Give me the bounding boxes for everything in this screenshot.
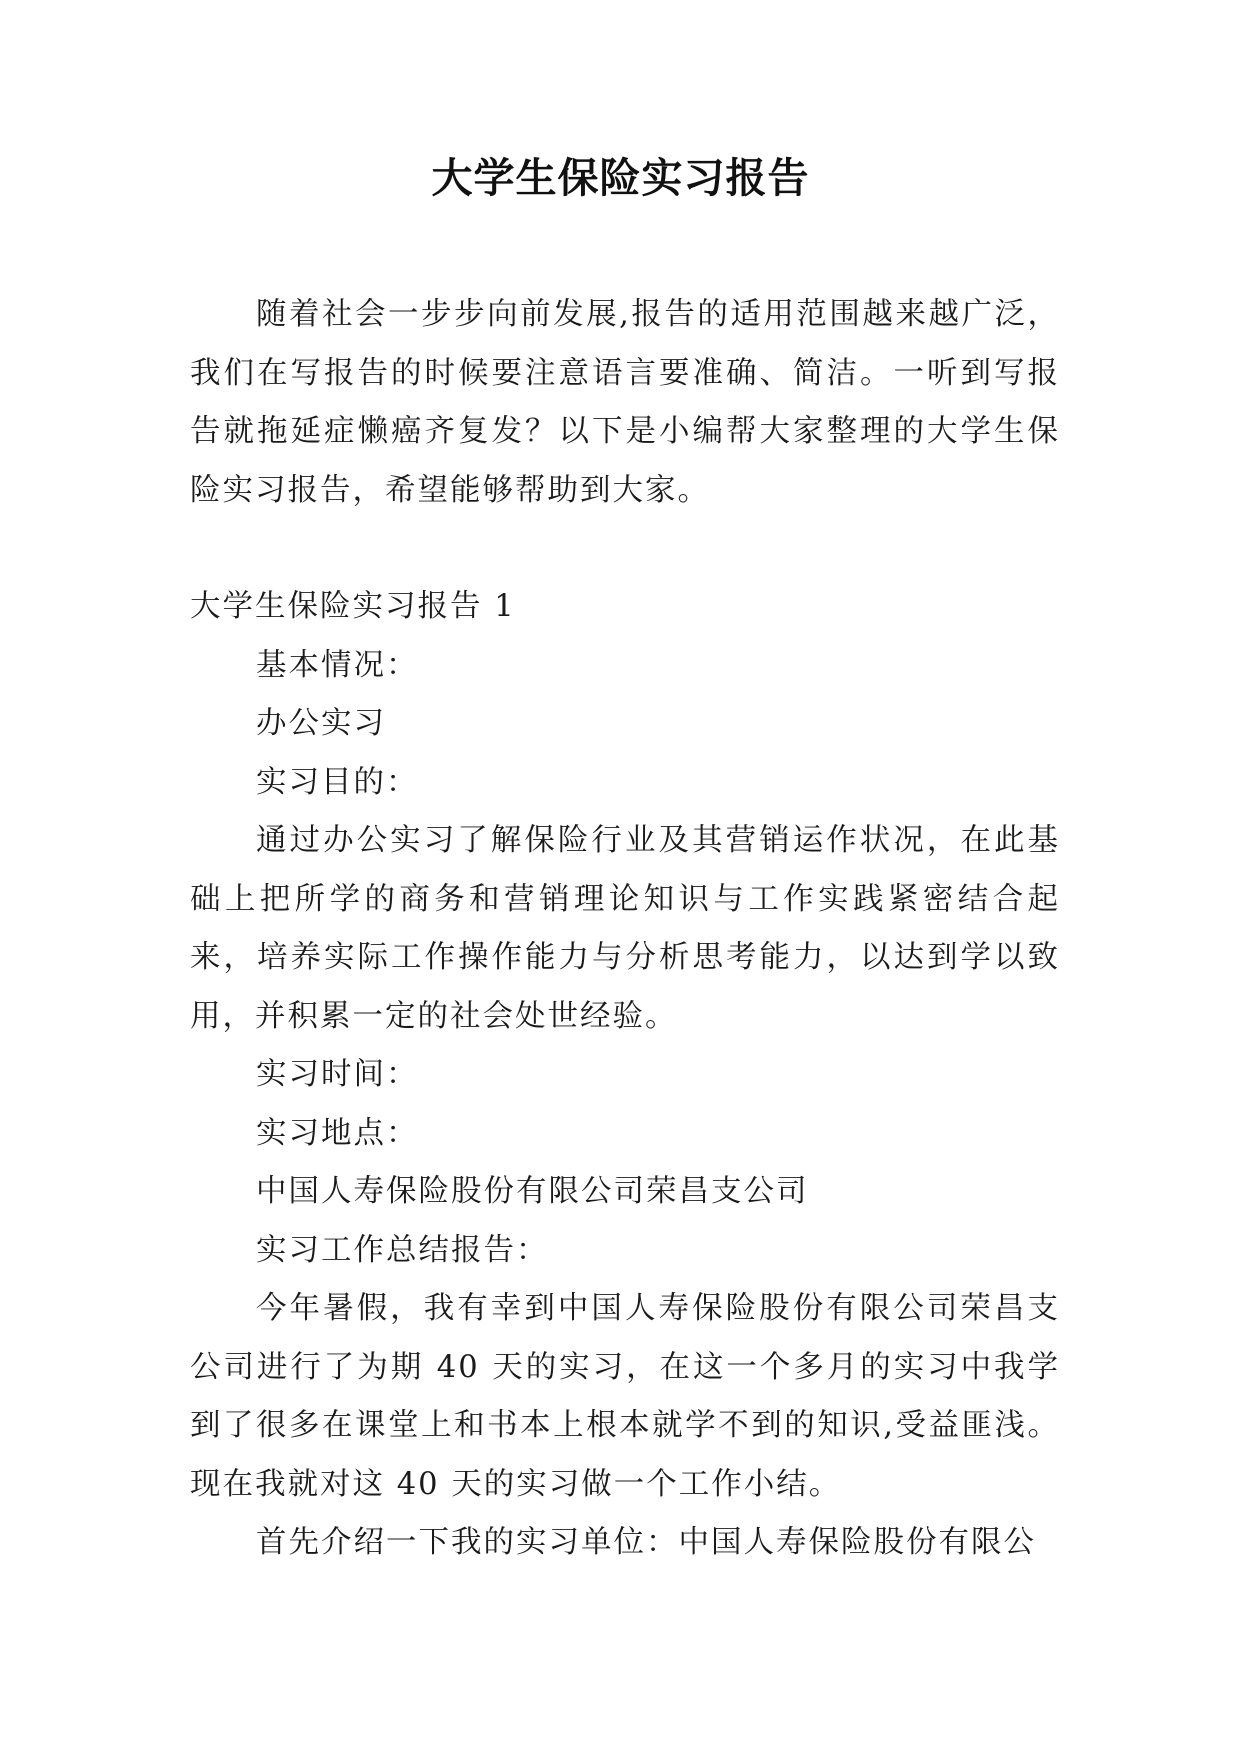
paragraph: 实习时间： [256, 1057, 419, 1092]
paragraph: 今年暑假，我有幸到中国人寿保险股份有限公司荣昌支公司进行了为期 40 天的实习，在这一个多月的实习中我学到了很多在课堂上和书本上根本就学不到的知识,受益匪浅。现在我就对这 40 天的实习做一个工作小结。 [190, 1291, 1060, 1502]
paragraph: 办公实习 [256, 706, 386, 741]
document-body [190, 286, 1060, 1573]
document-title: 大学生保险实习报告 [431, 154, 810, 202]
paragraph: 通过办公实习了解保险行业及其营销运作状况，在此基础上把所学的商务和营销理论知识与工作实践紧密结合起来，培养实际工作操作能力与分析思考能力，以达到学以致用，并积累一定的社会处世经验。 [190, 823, 1060, 1034]
paragraph: 实习工作总结报告： [256, 1232, 549, 1268]
intro-paragraph: 随着社会一步步向前发展,报告的适用范围越来越广泛，我们在写报告的时候要注意语言要准确、简洁。一听到写报告就拖延症懒癌齐复发？以下是小编帮大家整理的大学生保险实习报告，希望能够帮助到大家。 [190, 297, 1060, 508]
paragraph: 基本情况： [256, 647, 419, 683]
section-heading: 大学生保险实习报告 1 [190, 589, 516, 624]
paragraph: 中国人寿保险股份有限公司荣昌支公司 [256, 1174, 809, 1209]
paragraph: 实习目的： [256, 764, 419, 800]
paragraph: 实习地点： [256, 1115, 419, 1151]
paragraph: 首先介绍一下我的实习单位：中国人寿保险股份有限公 [256, 1525, 1036, 1560]
